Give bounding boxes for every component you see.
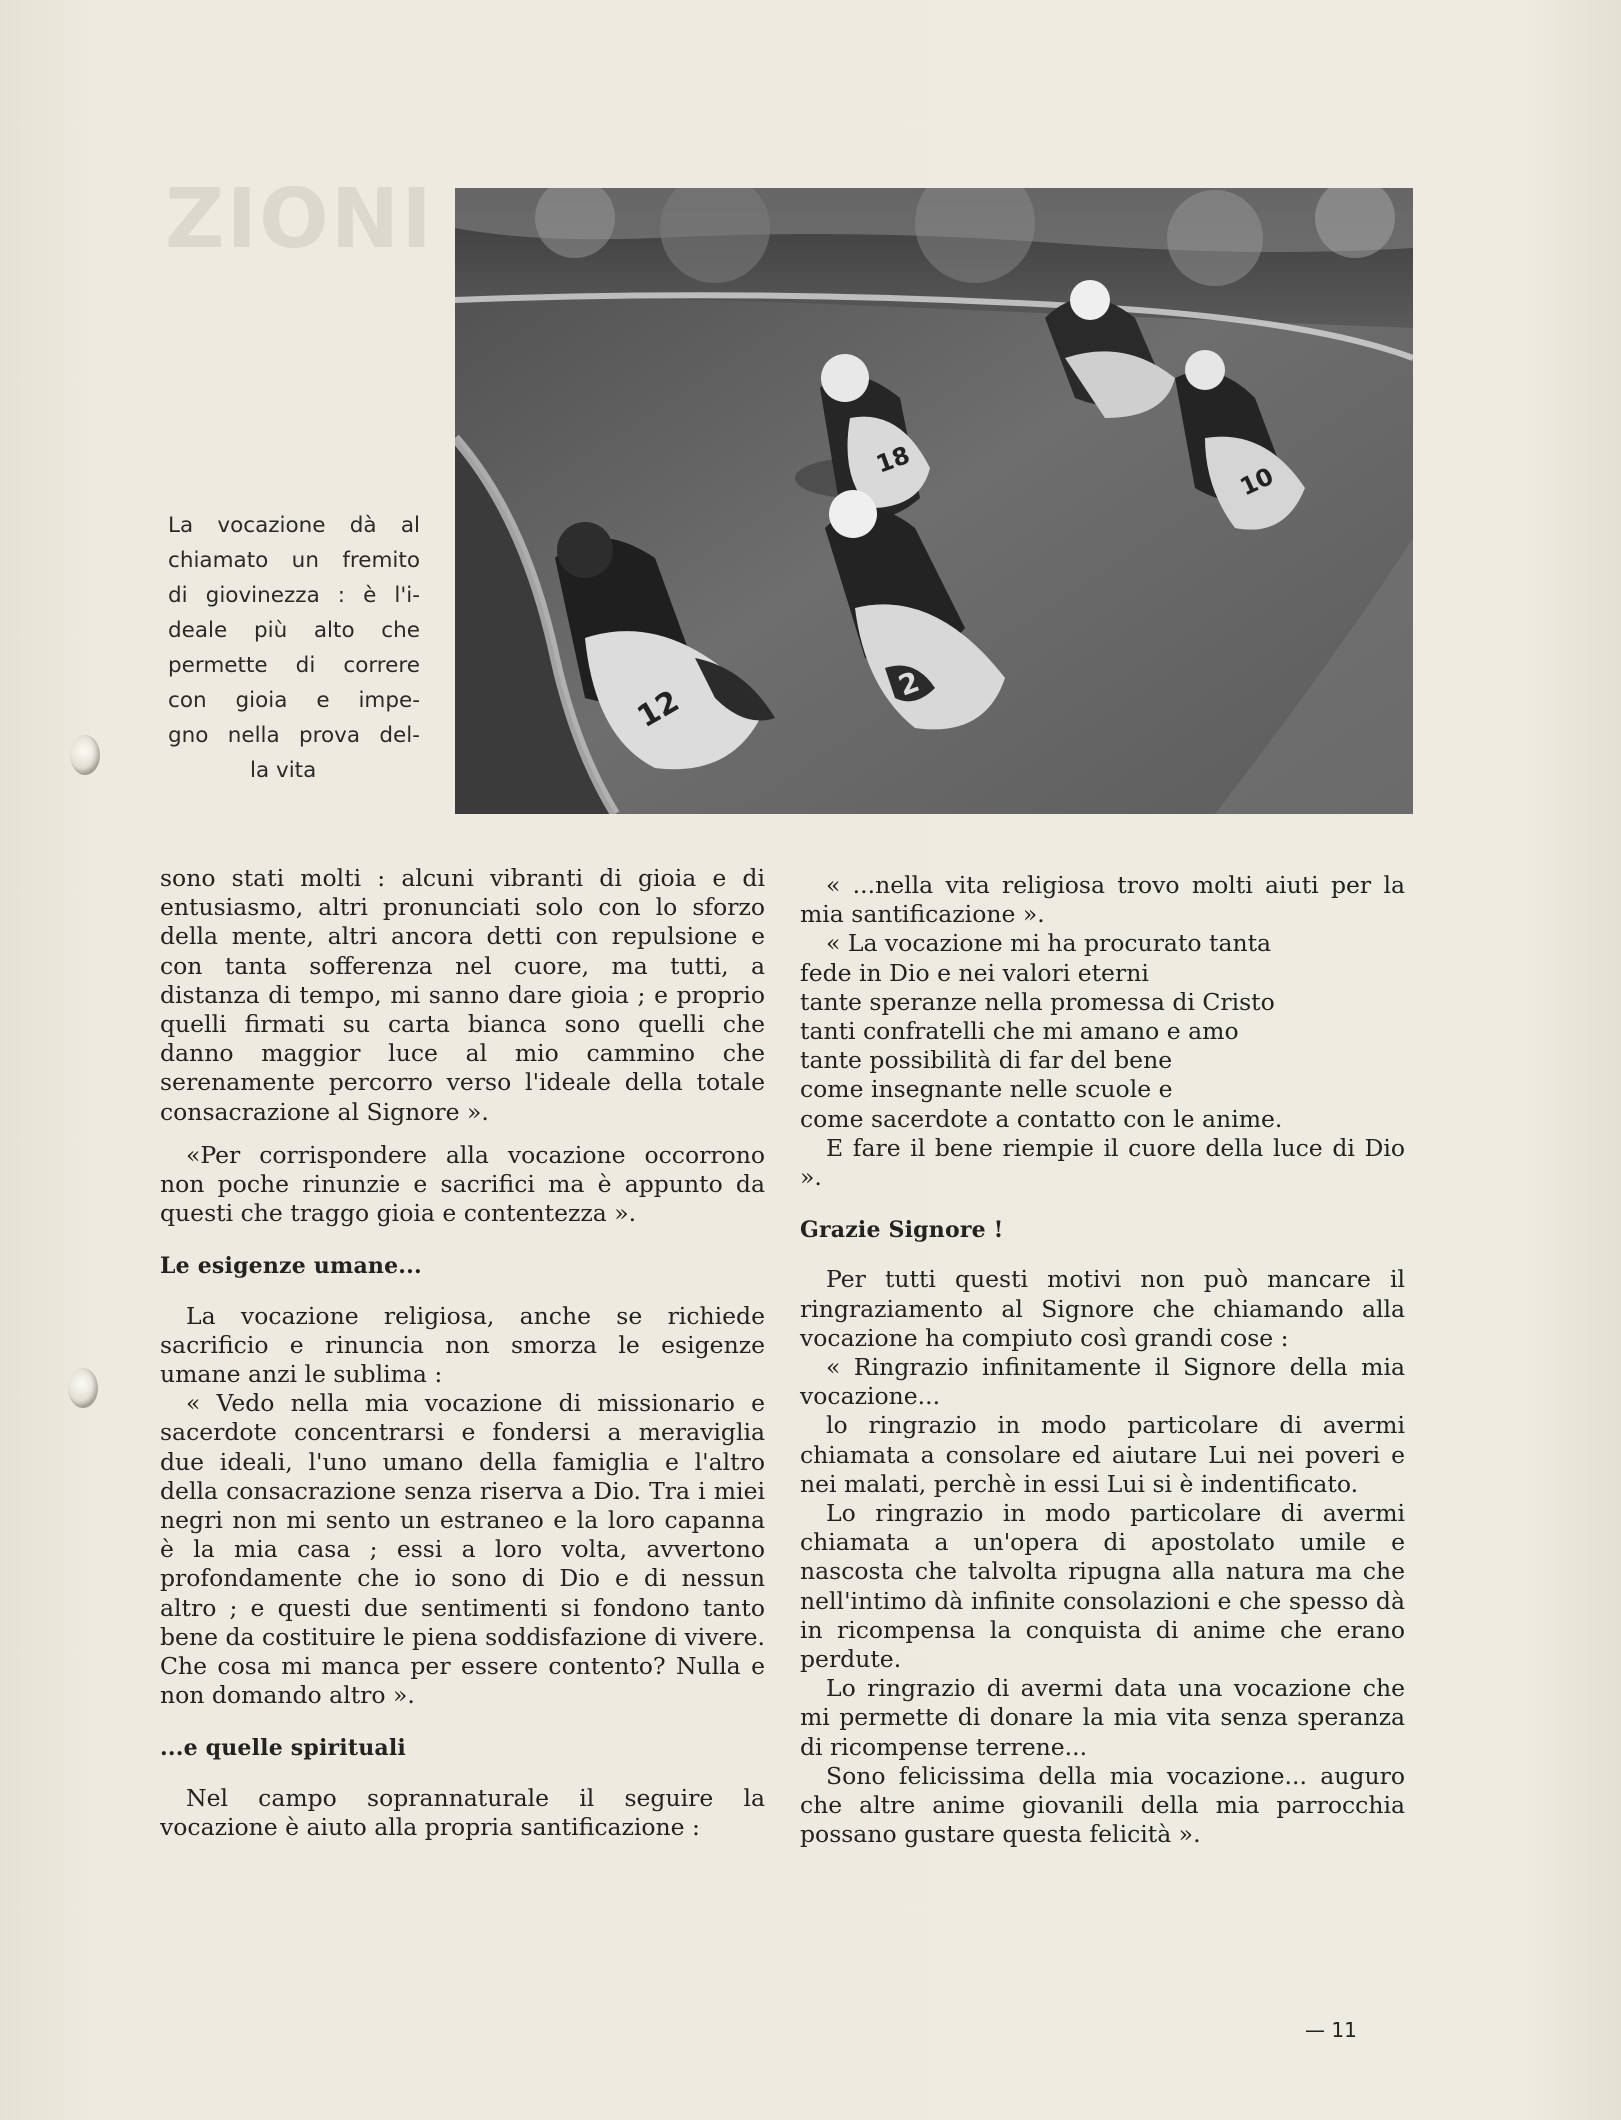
verse-line: come insegnante nelle scuole e [800,1075,1173,1104]
paragraph: Per tutti questi motivi non può mancare il ringraziamento al Signore che chiamando alla vocazione ha compiuto così grandi cose : [800,1265,1405,1352]
caption-line: gno nella prova del- [168,723,420,748]
section-heading: Grazie Signore ! [800,1217,1004,1244]
race-number: 2 [894,664,924,703]
paragraph: Sono felicissima della mia vocazione... auguro che altre anime giovanili della mia parrocchia possano gustare questa felicità ». [800,1761,1405,1849]
caption-line: La vocazione dà al [168,513,420,538]
verse-line: come sacerdote a contatto con le anime. [800,1104,1283,1133]
paragraph: La vocazione religiosa, anche se richiede sacrificio e rinuncia non smorza le esigenze umane anzi le sublima : [160,1301,765,1389]
verse-line: tante possibilità di far del bene [800,1046,1173,1075]
section-heading: Le esigenze umane... [160,1253,422,1280]
race-number: 18 [872,440,914,479]
bleed-through-heading: ZIONI [165,172,434,267]
caption-line: con gioia e impe- [168,688,420,713]
paragraph: « ...nella vita religiosa trovo molti aiuti per la mia santificazione ». [800,871,1405,929]
right-column [800,871,1405,1850]
section-heading: ...e quelle spirituali [160,1735,406,1762]
caption-line: di giovinezza : è l'i- [168,583,420,608]
verse-line: « La vocazione mi ha procurato tanta [826,929,1272,958]
left-column [160,864,765,1842]
race-number: 12 [631,683,686,735]
paragraph: E fare il bene riempie il cuore della luce di Dio ». [800,1133,1405,1192]
verse-line: fede in Dio e nei valori eterni [800,958,1149,987]
verse-line: tanti confratelli che mi amano e amo [800,1017,1239,1046]
paragraph: Lo ringrazio di avermi data una vocazione che mi permette di donare la mia vita senza speranza di ricompense terrene... [800,1674,1405,1761]
paragraph: « Vedo nella mia vocazione di missionario e sacerdote concentrarsi e fondersi a meraviglia due ideali, l'uno umano della famiglia e l'altro della consacrazione senza riserva a Dio. Tra i miei negri non mi sento un estraneo e la loro capanna è la mia casa ; essi a loro volta, avvertono profondamente che io sono di Dio e di nessun altro ; e questi due sentimenti si fondono tanto bene da costituire le piena soddisfazione di vivere. Che cosa mi manca per essere contento? Nulla e non domando altro ». [160,1389,765,1710]
race-number: 10 [1235,461,1278,502]
paragraph: sono stati molti : alcuni vibranti di gioia e di entusiasmo, altri pronunciati solo con lo sforzo della mente, altri ancora detti con repulsione e con tanta sofferenza nel cuore, ma tutti, a distanza di tempo, mi sanno dare gioia ; e proprio quelli firmati su carta bianca sono quelli che danno maggior luce al mio cammino che serenamente percorro verso l'ideale della totale consacrazione al Signore ». [160,864,765,1126]
paragraph: «Per corrispondere alla vocazione occorrono non poche rinunzie e sacrifici ma è appunto da questi che traggo gioia e contentezza ». [160,1140,765,1228]
page-number: — 11 [1305,2018,1357,2042]
paragraph: « Ringrazio infinitamente il Signore della mia vocazione... [800,1353,1405,1411]
motorcycle-race-photo [455,188,1413,814]
caption-line: la vita [250,758,317,783]
photo-caption [168,508,468,788]
binder-hole [68,1368,98,1408]
paragraph: lo ringrazio in modo particolare di avermi chiamata a consolare ed aiutare Lui nei poveri e nei malati, perchè in essi Lui si è indentificato. [800,1411,1405,1498]
binder-hole [70,735,100,775]
paragraph: Lo ringrazio in modo particolare di avermi chiamata a un'opera di apostolato umile e nascosta che talvolta ripugna alla natura ma che nell'intimo dà infinite consolazioni e che spesso dà in ricompensa la conquista di anime che erano perdute. [800,1499,1405,1674]
paragraph: Nel campo soprannaturale il seguire la vocazione è aiuto alla propria santificazione : [160,1783,765,1841]
caption-line: deale più alto che [168,618,420,643]
caption-line: permette di correre [168,653,420,678]
verse-line: tante speranze nella promessa di Cristo [800,987,1275,1016]
caption-line: chiamato un fremito [168,548,420,573]
quoted-verse [800,929,1405,1133]
